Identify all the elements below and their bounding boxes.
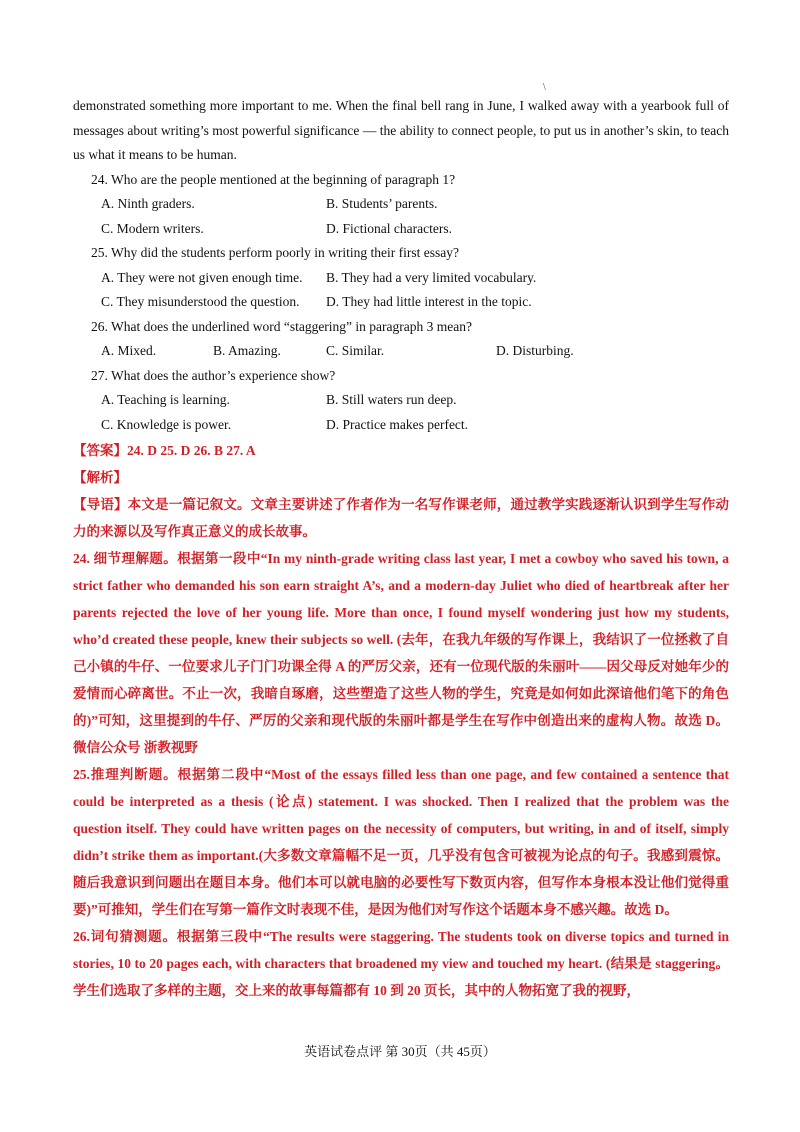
corner-mark: \: [543, 82, 546, 93]
question-24-option-c: C. Modern writers.: [101, 220, 204, 236]
answer-key: 【答案】24. D 25. D 26. B 27. A: [73, 443, 256, 458]
explanation-25: 25.推理判断题。根据第二段中“Most of the essays filled less than one page, and few contained a sentence that could be interpreted as a thesis (论点) statement. I was shocked. Then I realized that the problem was the question itself. They could have written pages on the necessity of computers, but writing, in and of itself, simply didn’t strike them as important.(大多数文章篇幅不足一页，几乎没有包含可被视为论点的句子。我感到震惊。随后我意识到问题出在题目本身。他们本可以就电脑的必要性写下数页内容，但写作本身根本没让他们觉得重要)”可推知，学生们在写第一篇作文时表现不佳，是因为他们对写作这个话题本身不感兴趣。故选 D。: [73, 767, 729, 917]
question-26-option-a: A. Mixed.: [101, 343, 157, 358]
guide-paragraph: 【导语】本文是一篇记叙文。文章主要讲述了作者作为一名写作课老师，通过教学实践逐渐认识到学生写作动力的来源以及写作真正意义的成长故事。: [73, 497, 729, 539]
question-27-option-b: B. Still waters run deep.: [326, 392, 457, 407]
question-25-options-row-2: [73, 290, 729, 315]
passage-ending: demonstrated something more important to me. When the final bell rang in June, I walked away with a yearbook full of messages about writing’s most powerful significance — the ability to connect people, to put us in another’s skin, to teach us what it means to be human.: [73, 98, 729, 162]
analysis-heading: 【解析】: [73, 470, 127, 485]
question-26-option-c: C. Similar.: [326, 343, 385, 358]
question-24-options-row-1: [73, 192, 729, 217]
question-26-options-row: [73, 339, 729, 364]
question-24-option-a: A. Ninth graders.: [101, 196, 195, 211]
explanation-26: 26.词句猜测题。根据第三段中“The results were staggering. The students took on diverse topics and turned in stories, 10 to 20 pages each, with characters that broadened my view and touched my heart. (结果是 staggering。学生们选取了多样的主题，交上来的故事每篇都有 10 到 20 页长，其中的人物拓宽了我的视野，: [73, 929, 729, 998]
question-26-stem: 26. What does the underlined word “staggering” in paragraph 3 mean?: [91, 318, 472, 334]
question-27-options-row-1: [73, 388, 729, 413]
question-27-option-a: A. Teaching is learning.: [101, 392, 230, 407]
page-footer: 英语试卷点评 第 30页（共 45页）: [304, 1044, 496, 1059]
question-26-option-b: B. Amazing.: [213, 343, 281, 358]
page-content: [73, 94, 729, 1004]
question-27-option-d: D. Practice makes perfect.: [326, 416, 469, 432]
question-27-options-row-2: [73, 413, 729, 438]
question-24-option-d: D. Fictional characters.: [326, 220, 452, 236]
question-25-options-row-1: [73, 266, 729, 291]
question-26-option-d: D. Disturbing.: [496, 343, 574, 358]
explanation-24: 24. 细节理解题。根据第一段中“In my ninth-grade writing class last year, I met a cowboy who saved his town, a strict father who demanded his son earn straight A’s, and a modern-day Juliet who died of heartbreak after her parents rejected the love of her young life. More than once, I found myself wondering just how my students, who’d created these people, knew their subjects so well. (去年，在我九年级的写作课上，我结识了一位拯救了自己小镇的牛仔、一位要求儿子门门功课全得 A 的严厉父亲，还有一位现代版的朱丽叶——因父母反对她年少的爱情而心碎离世。不止一次，我暗自琢磨，这些塑造了这些人物的学生，究竟是如何如此深谙他们笔下的角色的)”可知，这里提到的牛仔、严厉的父亲和现代版的朱丽叶都是学生在写作中创造出来的虚构人物。故选 D。微信公众号 浙教视野: [73, 551, 729, 755]
question-25-option-d: D. They had little interest in the topic.: [326, 294, 532, 309]
question-24-options-row-2: [73, 217, 729, 242]
question-25-option-c: C. They misunderstood the question.: [101, 294, 300, 309]
question-27-option-c: C. Knowledge is power.: [101, 416, 232, 432]
question-25-option-b: B. They had a very limited vocabulary.: [326, 269, 537, 285]
question-25-option-a: A. They were not given enough time.: [101, 269, 303, 285]
question-24-option-b: B. Students’ parents.: [326, 196, 438, 211]
question-24-stem: 24. Who are the people mentioned at the beginning of paragraph 1?: [91, 171, 456, 187]
question-27-stem: 27. What does the author’s experience show?: [91, 367, 336, 383]
question-25-stem: 25. Why did the students perform poorly in writing their first essay?: [91, 245, 459, 260]
